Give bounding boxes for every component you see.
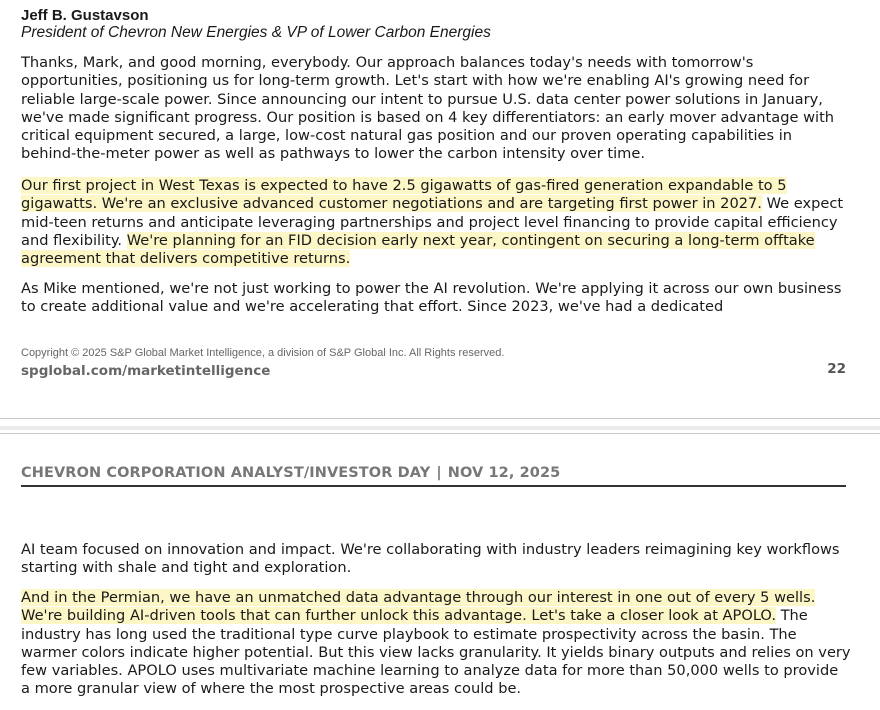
header-event: CHEVRON CORPORATION ANALYST/INVESTOR DAY [21, 465, 431, 481]
paragraph-4: AI team focused on innovation and impact. We're collaborating with industry leaders reimagining key workflows starting with shale and tight and exploration. [21, 541, 840, 577]
site-link[interactable]: spglobal.com/marketintelligence [21, 363, 271, 379]
page-header [21, 465, 846, 487]
highlight-1: Our first project in West Texas is expected to have 2.5 gigawatts of gas-fired generation expandable to 5 gigawatts. We're an exclusive advanced customer negotiations and are targeting first power in 2027. [21, 177, 787, 213]
header-separator: | [436, 465, 442, 481]
speaker-title: President of Chevron New Energies & VP of Lower Carbon Energies [21, 24, 491, 41]
paragraph-2-plain: We expect mid-teen returns and anticipate leveraging partnerships and project level financing to provide capital efficiency and flexibility. [21, 195, 844, 249]
header-date: NOV 12, 2025 [447, 465, 561, 481]
page-number: 22 [827, 361, 846, 377]
paragraph-5 [21, 589, 851, 699]
copyright-notice: Copyright © 2025 S&P Global Market Intelligence, a division of S&P Global Inc. All Rights reserved. [21, 347, 505, 359]
highlight-2: We're planning for an FID decision early next year, contingent on securing a long-term offtake agreement that delivers competitive returns. [21, 231, 815, 268]
highlight-3: And in the Permian, we have an unmatched data advantage through our interest in one out of every 5 wells. We're building AI-driven tools that can further unlock this advantage. Let's take a closer look at APOLO. [21, 589, 816, 625]
paragraph-1: Thanks, Mark, and good morning, everybody. Our approach balances today's needs with tomorrow's opportunities, positioning us for long-term growth. Let's start with how we're enabling AI's growing need for reliable large-scale power. Since announcing our intent to pursue U.S. data center power solutions in January, we've made significant progress. Our position is based on 4 key differentiators: an early mover advantage with critical equipment secured, a large, low-cost natural gas position and our proven operating capabilities in behind-the-meter power as well as pathways to lower the carbon intensity over time. [21, 54, 835, 163]
page-gap [0, 426, 880, 430]
speaker-name: Jeff B. Gustavson [21, 7, 149, 24]
paragraph-2 [21, 177, 851, 268]
paragraph-5-plain: The industry has long used the traditional type curve playbook to estimate prospectivity across the basin. The warmer colors indicate higher potential. But this view lacks granularity. It yields binary outputs and relies on very few variables. APOLO uses multivariate machine learning to analyze data for more than 50,000 wells to provide a more granular view of where the most prospective areas could be. [21, 607, 851, 698]
paragraph-3: As Mike mentioned, we're not just working to power the AI revolution. We're applying it across our own business to create additional value and we're accelerating that effort. Since 2023, we've had a dedicated [21, 280, 842, 316]
